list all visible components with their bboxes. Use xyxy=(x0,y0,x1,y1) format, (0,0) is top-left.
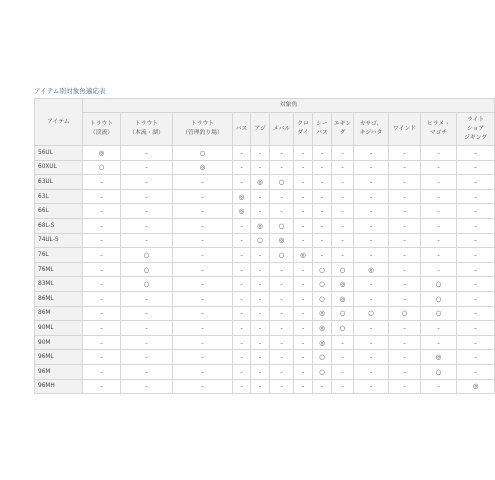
suitability-cell: - xyxy=(354,291,389,306)
suitability-cell: - xyxy=(121,335,173,350)
suitability-cell: - xyxy=(270,189,294,204)
suitability-cell: - xyxy=(389,262,421,277)
suitability-cell: - xyxy=(270,277,294,292)
species-header-line: トラウト xyxy=(134,121,159,127)
suitability-cell: - xyxy=(457,277,495,292)
suitability-cell: - xyxy=(173,248,233,263)
table-row xyxy=(35,204,495,219)
item-name-cell: 83ML xyxy=(35,277,83,292)
suitability-cell: - xyxy=(121,350,173,365)
suitability-cell: - xyxy=(389,175,421,190)
suitability-cell: ◎ xyxy=(270,233,294,248)
suitability-cell: - xyxy=(354,277,389,292)
suitability-cell: - xyxy=(354,204,389,219)
suitability-cell: - xyxy=(173,218,233,233)
suitability-cell: - xyxy=(251,291,270,306)
suitability-cell: - xyxy=(270,160,294,175)
species-header-line: エギング xyxy=(333,121,352,136)
species-header xyxy=(270,113,294,146)
suitability-cell: - xyxy=(421,189,457,204)
suitability-cell: ○ xyxy=(332,321,354,336)
suitability-cell: ◎ xyxy=(421,350,457,365)
table-row xyxy=(35,160,495,175)
suitability-cell: - xyxy=(354,175,389,190)
suitability-cell: ◎ xyxy=(354,262,389,277)
suitability-cell: - xyxy=(233,350,251,365)
suitability-cell: - xyxy=(83,291,121,306)
table-row xyxy=(35,146,495,161)
suitability-cell: ◎ xyxy=(83,146,121,161)
suitability-cell: - xyxy=(83,335,121,350)
item-name-cell: 96MH xyxy=(35,379,83,394)
suitability-cell: - xyxy=(389,350,421,365)
item-name-cell: 74UL-S xyxy=(35,233,83,248)
species-header-line: ライト xyxy=(466,116,485,123)
suitability-cell: - xyxy=(173,277,233,292)
suitability-cell: - xyxy=(421,233,457,248)
item-name-cell: 63L xyxy=(35,189,83,204)
item-name-cell: 76ML xyxy=(35,262,83,277)
suitability-cell: - xyxy=(270,291,294,306)
suitability-cell: - xyxy=(389,204,421,219)
suitability-cell: - xyxy=(457,350,495,365)
suitability-cell: - xyxy=(270,379,294,394)
table-row xyxy=(35,350,495,365)
suitability-cell: - xyxy=(389,233,421,248)
suitability-cell: ◎ xyxy=(294,248,313,263)
suitability-cell: - xyxy=(421,204,457,219)
species-header xyxy=(457,113,495,146)
suitability-cell: - xyxy=(233,160,251,175)
suitability-cell: ○ xyxy=(270,218,294,233)
suitability-cell: - xyxy=(313,218,332,233)
suitability-cell: ○ xyxy=(251,233,270,248)
suitability-cell: - xyxy=(457,175,495,190)
suitability-cell: - xyxy=(294,350,313,365)
table-row xyxy=(35,233,495,248)
suitability-cell: - xyxy=(83,262,121,277)
suitability-cell: - xyxy=(294,175,313,190)
suitability-cell: - xyxy=(421,262,457,277)
suitability-cell: - xyxy=(83,233,121,248)
suitability-cell: - xyxy=(173,262,233,277)
suitability-cell: - xyxy=(354,189,389,204)
suitability-cell: - xyxy=(83,277,121,292)
suitability-cell: - xyxy=(121,189,173,204)
suitability-cell: ○ xyxy=(313,262,332,277)
suitability-cell: - xyxy=(354,248,389,263)
suitability-cell: - xyxy=(233,248,251,263)
suitability-cell: - xyxy=(83,379,121,394)
suitability-cell: - xyxy=(83,306,121,321)
suitability-cell: - xyxy=(173,233,233,248)
suitability-cell: - xyxy=(270,262,294,277)
item-column-header: アイテム xyxy=(35,99,83,146)
item-name-cell: 96ML xyxy=(35,350,83,365)
suitability-cell: - xyxy=(294,321,313,336)
species-header xyxy=(173,113,233,146)
suitability-cell: - xyxy=(457,204,495,219)
suitability-cell: - xyxy=(233,364,251,379)
suitability-cell: - xyxy=(332,350,354,365)
table-row xyxy=(35,175,495,190)
suitability-cell: - xyxy=(233,291,251,306)
suitability-cell: - xyxy=(270,350,294,365)
suitability-cell: - xyxy=(294,204,313,219)
suitability-cell: - xyxy=(270,204,294,219)
species-header-line: ジギング xyxy=(464,134,488,141)
species-header-line: ワインド xyxy=(392,125,416,132)
species-header-line: （本流・湖） xyxy=(129,130,164,136)
suitability-cell: - xyxy=(251,306,270,321)
species-header-line: ショア xyxy=(466,125,485,132)
species-header xyxy=(332,113,354,146)
suitability-cell: - xyxy=(332,364,354,379)
species-header-line: シー xyxy=(316,121,328,127)
suitability-cell: ◎ xyxy=(233,204,251,219)
suitability-cell: - xyxy=(294,160,313,175)
suitability-cell: ○ xyxy=(332,262,354,277)
suitability-cell: - xyxy=(332,146,354,161)
suitability-cell: - xyxy=(121,204,173,219)
suitability-cell: - xyxy=(121,218,173,233)
suitability-cell: - xyxy=(389,218,421,233)
suitability-cell: - xyxy=(354,379,389,394)
suitability-cell: - xyxy=(457,233,495,248)
suitability-cell: ○ xyxy=(332,306,354,321)
suitability-cell: - xyxy=(313,233,332,248)
suitability-cell: - xyxy=(83,364,121,379)
suitability-cell: - xyxy=(270,146,294,161)
suitability-cell: - xyxy=(354,335,389,350)
suitability-cell: - xyxy=(121,175,173,190)
target-fish-group-header: 対象魚 xyxy=(83,99,495,113)
table-row xyxy=(35,262,495,277)
item-name-cell: 66L xyxy=(35,204,83,219)
suitability-cell: ○ xyxy=(354,306,389,321)
suitability-cell: ◎ xyxy=(233,189,251,204)
suitability-cell: - xyxy=(332,233,354,248)
suitability-cell: - xyxy=(421,379,457,394)
suitability-cell: - xyxy=(332,335,354,350)
suitability-cell: - xyxy=(313,146,332,161)
table-row xyxy=(35,291,495,306)
suitability-cell: - xyxy=(233,146,251,161)
suitability-cell: ○ xyxy=(389,306,421,321)
suitability-cell: - xyxy=(270,335,294,350)
suitability-cell: ◎ xyxy=(313,335,332,350)
species-header-line: バス xyxy=(316,130,328,136)
table-row xyxy=(35,321,495,336)
species-header-line: ダイ xyxy=(297,130,309,136)
suitability-cell: - xyxy=(233,262,251,277)
suitability-cell: - xyxy=(233,233,251,248)
species-header xyxy=(313,113,332,146)
suitability-cell: - xyxy=(251,321,270,336)
table-row xyxy=(35,189,495,204)
suitability-cell: - xyxy=(121,321,173,336)
suitability-cell: - xyxy=(173,291,233,306)
suitability-cell: - xyxy=(294,233,313,248)
suitability-cell: ◎ xyxy=(313,306,332,321)
suitability-cell: - xyxy=(233,218,251,233)
suitability-cell: - xyxy=(457,218,495,233)
species-header-line: アジ xyxy=(254,125,266,132)
suitability-cell: - xyxy=(421,335,457,350)
suitability-cell: - xyxy=(389,277,421,292)
species-header xyxy=(83,113,121,146)
suitability-cell: - xyxy=(354,350,389,365)
suitability-cell: - xyxy=(294,277,313,292)
suitability-cell: ○ xyxy=(121,277,173,292)
suitability-cell: - xyxy=(389,146,421,161)
item-name-cell: 68L-S xyxy=(35,218,83,233)
suitability-cell: - xyxy=(457,189,495,204)
item-name-cell: 86M xyxy=(35,306,83,321)
suitability-cell: - xyxy=(83,350,121,365)
suitability-cell: - xyxy=(332,175,354,190)
suitability-cell: - xyxy=(313,379,332,394)
species-header xyxy=(354,113,389,146)
suitability-cell: ○ xyxy=(313,277,332,292)
suitability-cell: ○ xyxy=(83,160,121,175)
suitability-cell: ○ xyxy=(313,291,332,306)
suitability-cell: - xyxy=(354,364,389,379)
suitability-cell: - xyxy=(332,248,354,263)
suitability-cell: ◎ xyxy=(251,175,270,190)
suitability-cell: - xyxy=(121,160,173,175)
suitability-cell: - xyxy=(83,321,121,336)
species-header-line: キジハタ xyxy=(359,130,383,136)
suitability-cell: - xyxy=(332,189,354,204)
suitability-cell: - xyxy=(294,262,313,277)
suitability-cell: ◎ xyxy=(457,379,495,394)
item-name-cell: 96M xyxy=(35,364,83,379)
suitability-cell: - xyxy=(233,306,251,321)
item-name-cell: 86ML xyxy=(35,291,83,306)
suitability-cell: - xyxy=(354,321,389,336)
table-row xyxy=(35,218,495,233)
suitability-cell: - xyxy=(294,218,313,233)
suitability-cell: - xyxy=(251,204,270,219)
suitability-cell: - xyxy=(173,321,233,336)
suitability-cell: - xyxy=(173,335,233,350)
suitability-cell: ◎ xyxy=(251,218,270,233)
suitability-cell: - xyxy=(270,364,294,379)
suitability-cell: - xyxy=(294,379,313,394)
suitability-cell: - xyxy=(332,218,354,233)
suitability-cell: - xyxy=(457,262,495,277)
suitability-cell: - xyxy=(389,248,421,263)
suitability-cell: ○ xyxy=(173,146,233,161)
suitability-cell: - xyxy=(233,335,251,350)
suitability-cell: ◎ xyxy=(332,291,354,306)
suitability-cell: - xyxy=(173,306,233,321)
suitability-cell: - xyxy=(121,233,173,248)
species-header-line: バス xyxy=(235,125,248,132)
species-header xyxy=(121,113,173,146)
species-header-line: カサゴ、 xyxy=(359,121,383,127)
suitability-cell: - xyxy=(251,160,270,175)
suitability-cell: - xyxy=(251,277,270,292)
suitability-cell: - xyxy=(457,335,495,350)
item-name-cell: 60XUL xyxy=(35,160,83,175)
item-name-cell: 56UL xyxy=(35,146,83,161)
suitability-cell: - xyxy=(457,146,495,161)
table-caption: アイテム別対象魚適応表 xyxy=(34,87,106,95)
species-header xyxy=(233,113,251,146)
table-row xyxy=(35,335,495,350)
suitability-cell: - xyxy=(233,175,251,190)
suitability-cell: - xyxy=(421,248,457,263)
suitability-cell: - xyxy=(457,291,495,306)
species-header-line: （管理釣り場） xyxy=(182,130,223,136)
species-header-line: メバル xyxy=(272,125,291,132)
suitability-cell: - xyxy=(121,291,173,306)
suitability-cell: - xyxy=(251,262,270,277)
suitability-cell: - xyxy=(83,175,121,190)
suitability-cell: - xyxy=(83,189,121,204)
suitability-cell: - xyxy=(332,160,354,175)
suitability-cell: ○ xyxy=(421,306,457,321)
suitability-cell: - xyxy=(173,350,233,365)
species-header xyxy=(251,113,270,146)
suitability-cell: ○ xyxy=(421,291,457,306)
table-row xyxy=(35,277,495,292)
suitability-cell: - xyxy=(121,306,173,321)
suitability-cell: - xyxy=(83,218,121,233)
suitability-cell: - xyxy=(389,379,421,394)
suitability-cell: - xyxy=(354,160,389,175)
suitability-cell: ○ xyxy=(313,364,332,379)
suitability-cell: - xyxy=(233,379,251,394)
item-name-cell: 76L xyxy=(35,248,83,263)
suitability-cell: - xyxy=(121,379,173,394)
suitability-cell: - xyxy=(389,291,421,306)
suitability-cell: - xyxy=(313,189,332,204)
suitability-cell: - xyxy=(251,248,270,263)
species-header xyxy=(421,113,457,146)
suitability-cell: - xyxy=(270,306,294,321)
suitability-cell: - xyxy=(173,204,233,219)
suitability-cell: - xyxy=(313,175,332,190)
suitability-cell: ○ xyxy=(121,248,173,263)
suitability-cell: - xyxy=(251,350,270,365)
suitability-cell: - xyxy=(233,277,251,292)
species-compatibility-table xyxy=(34,98,495,394)
suitability-cell: ○ xyxy=(421,277,457,292)
suitability-cell: - xyxy=(421,175,457,190)
suitability-cell: - xyxy=(173,175,233,190)
suitability-cell: - xyxy=(313,160,332,175)
suitability-cell: - xyxy=(270,321,294,336)
suitability-cell: - xyxy=(251,364,270,379)
suitability-cell: ○ xyxy=(121,262,173,277)
item-name-cell: 90ML xyxy=(35,321,83,336)
suitability-cell: - xyxy=(457,364,495,379)
suitability-cell: ○ xyxy=(421,364,457,379)
suitability-cell: - xyxy=(173,364,233,379)
suitability-cell: - xyxy=(389,160,421,175)
suitability-cell: ◎ xyxy=(313,321,332,336)
suitability-cell: ◎ xyxy=(332,277,354,292)
suitability-cell: - xyxy=(121,364,173,379)
suitability-cell: - xyxy=(83,248,121,263)
table-row xyxy=(35,364,495,379)
suitability-cell: ◎ xyxy=(173,160,233,175)
suitability-cell: ○ xyxy=(313,350,332,365)
suitability-cell: - xyxy=(173,379,233,394)
suitability-cell: - xyxy=(251,189,270,204)
suitability-cell: - xyxy=(457,306,495,321)
species-header-line: クロ xyxy=(297,121,309,127)
suitability-cell: - xyxy=(421,218,457,233)
suitability-cell: - xyxy=(313,248,332,263)
suitability-cell: - xyxy=(121,146,173,161)
suitability-cell: - xyxy=(251,379,270,394)
species-header-line: トラウト xyxy=(89,121,114,127)
suitability-cell: - xyxy=(251,335,270,350)
item-name-cell: 90M xyxy=(35,335,83,350)
suitability-cell: - xyxy=(421,321,457,336)
suitability-cell: - xyxy=(389,189,421,204)
species-header xyxy=(294,113,313,146)
suitability-cell: - xyxy=(354,218,389,233)
species-header xyxy=(389,113,421,146)
species-header-line: トラウト xyxy=(190,121,215,127)
species-header-line: （渓流） xyxy=(89,130,114,136)
suitability-cell: - xyxy=(294,364,313,379)
suitability-cell: ○ xyxy=(270,248,294,263)
suitability-cell: - xyxy=(457,160,495,175)
item-name-cell: 63UL xyxy=(35,175,83,190)
suitability-cell: - xyxy=(389,364,421,379)
species-header-line: マゴチ xyxy=(429,130,448,136)
table-row xyxy=(35,379,495,394)
table-row xyxy=(35,248,495,263)
suitability-cell: - xyxy=(421,146,457,161)
suitability-cell: - xyxy=(457,321,495,336)
table-row xyxy=(35,306,495,321)
suitability-cell: - xyxy=(294,189,313,204)
suitability-cell: - xyxy=(457,248,495,263)
suitability-cell: - xyxy=(233,321,251,336)
suitability-cell: - xyxy=(354,233,389,248)
suitability-cell: - xyxy=(83,204,121,219)
suitability-cell: - xyxy=(294,306,313,321)
suitability-cell: - xyxy=(251,146,270,161)
suitability-cell: - xyxy=(354,146,389,161)
suitability-cell: - xyxy=(421,160,457,175)
suitability-cell: - xyxy=(294,146,313,161)
suitability-cell: - xyxy=(332,204,354,219)
suitability-cell: - xyxy=(389,335,421,350)
suitability-cell: ○ xyxy=(270,175,294,190)
suitability-cell: - xyxy=(173,189,233,204)
suitability-cell: - xyxy=(294,335,313,350)
suitability-cell: - xyxy=(313,204,332,219)
species-header-line: ヒラメ・ xyxy=(426,121,450,127)
suitability-cell: - xyxy=(294,291,313,306)
suitability-cell: - xyxy=(389,321,421,336)
suitability-cell: - xyxy=(332,379,354,394)
